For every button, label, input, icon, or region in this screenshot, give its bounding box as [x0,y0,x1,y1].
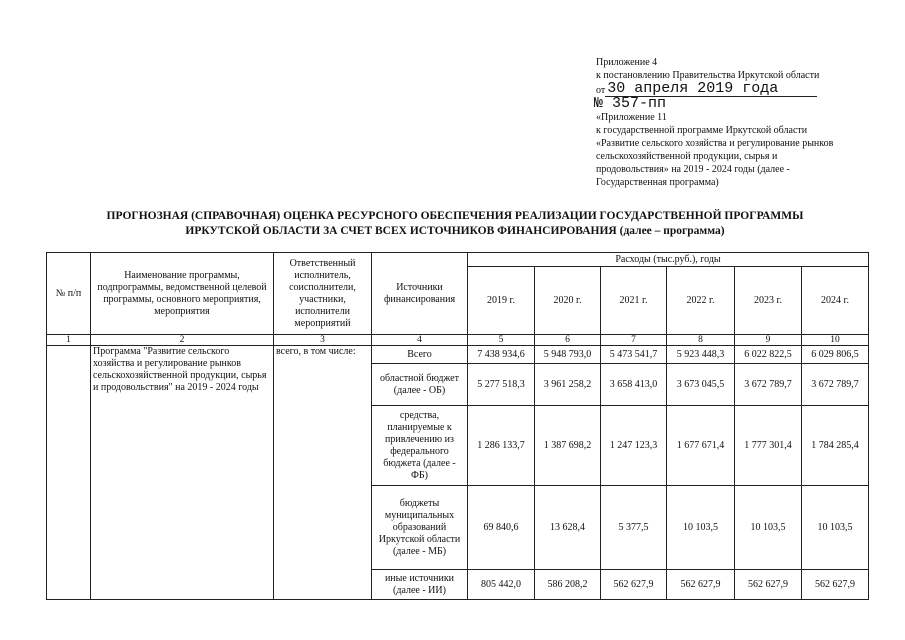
annex-line-7: сельскохозяйственной продукции, сырья и [596,151,778,162]
value-cell: 1 777 301,4 [735,406,802,486]
column-number: 9 [735,335,802,346]
header-year: 2022 г. [667,267,735,335]
value-cell: 5 377,5 [601,486,667,570]
annex-line-4: «Приложение 11 [596,112,667,123]
header-expenses: Расходы (тыс.руб.), годы [468,253,869,267]
value-cell: 586 208,2 [535,570,601,600]
value-cell: 5 473 541,7 [601,346,667,364]
value-cell: 3 672 789,7 [735,364,802,406]
row-number-cell [47,346,91,600]
value-cell: 7 438 934,6 [468,346,535,364]
annex-header [596,56,896,189]
annex-line-5: к государственной программе Иркутской области [596,125,808,136]
value-cell: 69 840,6 [468,486,535,570]
column-number: 6 [535,335,601,346]
annex-line-6: «Развитие сельского хозяйства и регулирование рынков [596,138,834,149]
value-cell: 5 277 518,3 [468,364,535,406]
value-cell: 1 387 698,2 [535,406,601,486]
header-source: Источники финансирования [372,253,468,335]
value-cell: 5 923 448,3 [667,346,735,364]
source-cell: областной бюджет (далее - ОБ) [372,364,468,406]
date-prefix: от [596,85,606,96]
column-number: 2 [91,335,274,346]
value-cell: 10 103,5 [667,486,735,570]
value-cell: 6 022 822,5 [735,346,802,364]
value-cell: 3 672 789,7 [802,364,869,406]
column-number: 7 [601,335,667,346]
funding-table [46,252,869,600]
value-cell: 562 627,9 [735,570,802,600]
value-cell: 562 627,9 [667,570,735,600]
value-cell: 10 103,5 [802,486,869,570]
value-cell: 10 103,5 [735,486,802,570]
annex-line-8: продовольствия» на 2019 - 2024 годы (далее - [596,164,790,175]
column-number: 4 [372,335,468,346]
header-year: 2024 г. [802,267,869,335]
value-cell: 1 677 671,4 [667,406,735,486]
header-year: 2019 г. [468,267,535,335]
value-cell: 805 442,0 [468,570,535,600]
value-cell: 6 029 806,5 [802,346,869,364]
value-cell: 1 286 133,7 [468,406,535,486]
header-year: 2021 г. [601,267,667,335]
value-cell: 1 784 285,4 [802,406,869,486]
source-cell: иные источники (далее - ИИ) [372,570,468,600]
column-number: 1 [47,335,91,346]
header-row-1 [47,253,869,267]
annex-line-2: к постановлению Правительства Иркутской области [596,70,820,81]
table-row [47,346,869,364]
column-number: 5 [468,335,535,346]
value-cell: 3 961 258,2 [535,364,601,406]
title-line-2: ИРКУТСКОЙ ОБЛАСТИ ЗА СЧЕТ ВСЕХ ИСТОЧНИКОВ ФИНАНСИРОВАНИЯ (далее – программа) [185,225,725,237]
column-number: 10 [802,335,869,346]
value-cell: 1 247 123,3 [601,406,667,486]
header-name: Наименование программы, подпрограммы, ведомственной целевой программы, основного мероприятия, мероприятия [91,253,274,335]
value-cell: 13 628,4 [535,486,601,570]
decree-number: № 357-пп [594,95,667,112]
column-number-row [47,335,869,346]
value-cell: 562 627,9 [802,570,869,600]
value-cell: 562 627,9 [601,570,667,600]
title-line-1: ПРОГНОЗНАЯ (СПРАВОЧНАЯ) ОЦЕНКА РЕСУРСНОГО ОБЕСПЕЧЕНИЯ РЕАЛИЗАЦИИ ГОСУДАРСТВЕННОЙ ПРОГРАММЫ [106,210,804,222]
value-cell: 5 948 793,0 [535,346,601,364]
column-number: 3 [274,335,372,346]
header-year: 2023 г. [735,267,802,335]
program-name-cell: Программа "Развитие сельского хозяйства и регулирование рынков сельскохозяйственной продукции, сырья и продовольствия" на 2019 - 2024 годы [91,346,274,600]
header-resp: Ответственный исполнитель, соисполнители, участники, исполнители мероприятий [274,253,372,335]
document-title [40,209,870,239]
column-number: 8 [667,335,735,346]
annex-line-1: Приложение 4 [596,57,658,68]
source-cell: средства, планируемые к привлечению из федерального бюджета (далее - ФБ) [372,406,468,486]
header-year: 2020 г. [535,267,601,335]
source-cell: бюджеты муниципальных образований Иркутской области (далее - МБ) [372,486,468,570]
annex-line-9: Государственная программа) [596,177,719,188]
program-resp-cell: всего, в том числе: [274,346,372,600]
value-cell: 3 673 045,5 [667,364,735,406]
value-cell: 3 658 413,0 [601,364,667,406]
decree-date: 30 апреля 2019 года [605,82,817,97]
source-cell: Всего [372,346,468,364]
header-num: № п/п [47,253,91,335]
